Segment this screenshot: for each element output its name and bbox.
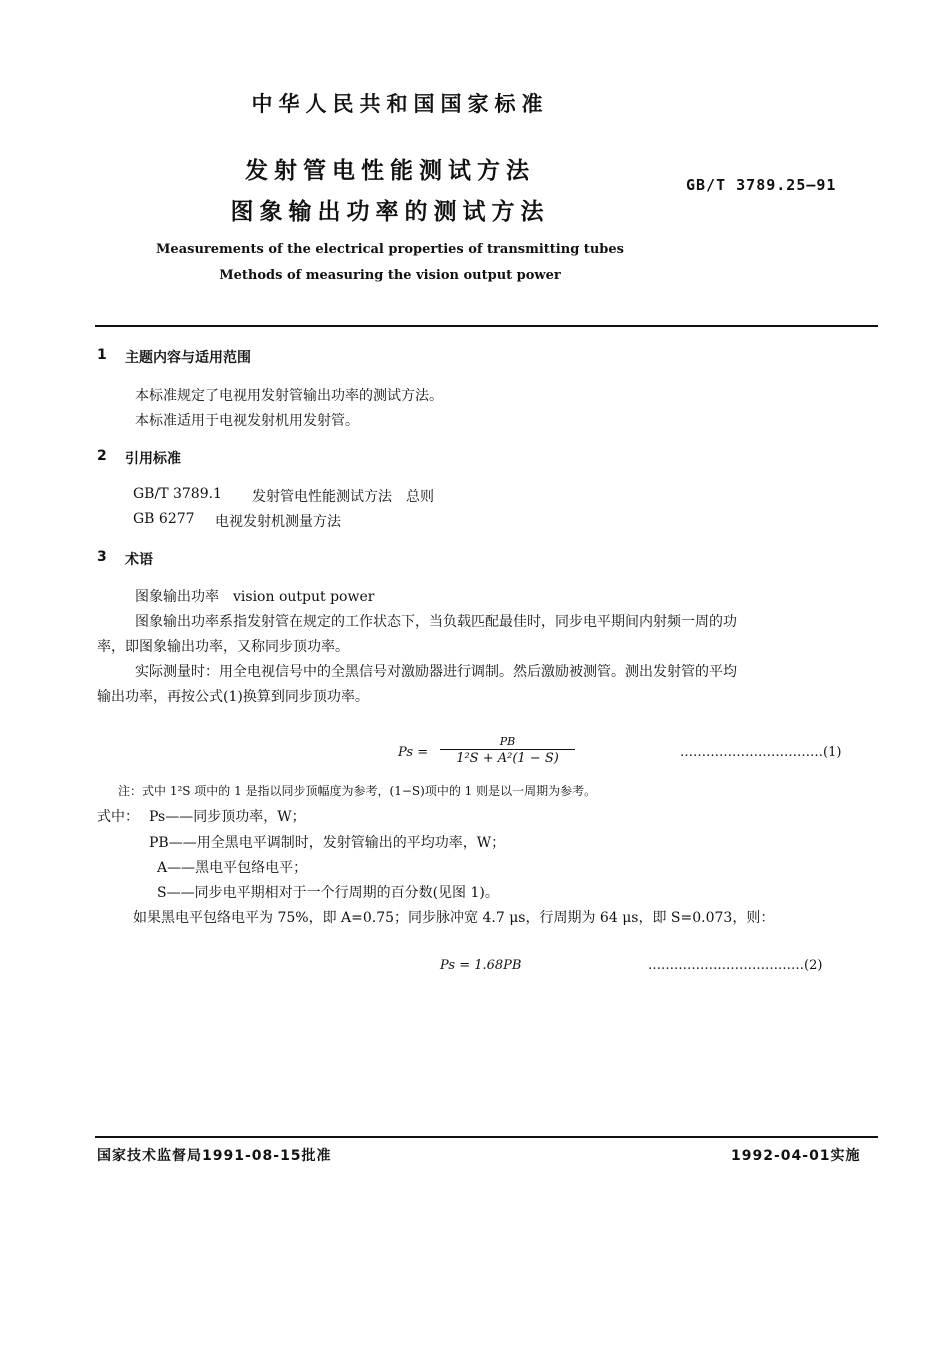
definitions-intro: 式中： <box>97 809 139 825</box>
bottom-divider <box>95 1136 878 1138</box>
top-divider <box>95 325 878 327</box>
reference-2-code: GB 6277 <box>133 511 195 527</box>
formula-1-numerator: PB <box>499 735 516 748</box>
approval-date: 国家技术监督局1991-08-15批准 <box>97 1148 332 1164</box>
reference-2-title: 电视发射机测量方法 <box>215 514 341 530</box>
section-1-title: 主题内容与适用范围 <box>125 350 251 366</box>
section-2-number: 2 <box>97 448 107 464</box>
term-name: 图象输出功率 vision output power <box>135 589 375 605</box>
english-title-line2: Methods of measuring the vision output power <box>219 268 561 283</box>
definition-ps: Ps——同步顶功率，W； <box>149 809 306 825</box>
standard-code: GB/T 3789.25—91 <box>686 176 837 194</box>
definition-a: A——黑电平包络电平； <box>157 860 308 876</box>
term-definition-line2: 率，即图象输出功率，又称同步顶功率。 <box>97 639 349 655</box>
document-title-line1: 发射管电性能测试方法 <box>245 158 535 184</box>
reference-1-title: 发射管电性能测试方法 总则 <box>252 489 434 505</box>
formula-1-fraction <box>440 735 575 766</box>
formula-1-denominator: 1²S + A²(1 − S) <box>456 751 559 766</box>
term-definition-line1: 图象输出功率系指发射管在规定的工作状态下，当负载匹配最佳时，同步电平期间内射频一周的功 <box>135 614 737 630</box>
example-sentence: 如果黑电平包络电平为 75%，即 A=0.75；同步脉冲宽 4.7 μs，行周期为 64 μs，即 S=0.073，则： <box>133 910 775 926</box>
formula-1-lhs: Ps = <box>398 745 429 760</box>
section-1-paragraph-1: 本标准规定了电视用发射管输出功率的测试方法。 <box>135 388 443 404</box>
document-title-line2: 图象输出功率的测试方法 <box>230 199 550 225</box>
measurement-paragraph-line1: 实际测量时：用全电视信号中的全黑信号对激励器进行调制。然后激励被测管。测出发射管的平均 <box>135 664 737 680</box>
section-3-title: 术语 <box>125 552 153 568</box>
formula-note: 注：式中 1²S 项中的 1 是指以同步顶幅度为参考，(1−S)项中的 1 则是以一周期为参考。 <box>118 784 597 798</box>
definition-s: S——同步电平期相对于一个行周期的百分数(见图 1)。 <box>157 885 499 901</box>
national-standard-heading: 中华人民共和国国家标准 <box>251 92 549 116</box>
reference-1-code: GB/T 3789.1 <box>133 486 222 502</box>
section-1-paragraph-2: 本标准适用于电视发射机用发射管。 <box>135 413 359 429</box>
formula-1-number: ……………………………(1) <box>680 745 842 760</box>
effective-date: 1992-04-01实施 <box>731 1148 861 1164</box>
section-1-number: 1 <box>97 347 107 363</box>
english-title-line1: Measurements of the electrical properties of transmitting tubes <box>156 242 624 257</box>
measurement-paragraph-line2: 输出功率，再按公式(1)换算到同步顶功率。 <box>97 689 369 705</box>
formula-2-number: ………………………………(2) <box>648 958 823 973</box>
definition-pb: PB——用全黑电平调制时，发射管输出的平均功率，W； <box>149 835 506 851</box>
section-2-title: 引用标准 <box>125 451 181 467</box>
formula-2-expression: Ps = 1.68PB <box>440 958 522 973</box>
section-3-number: 3 <box>97 549 107 565</box>
fraction-bar <box>440 749 575 750</box>
